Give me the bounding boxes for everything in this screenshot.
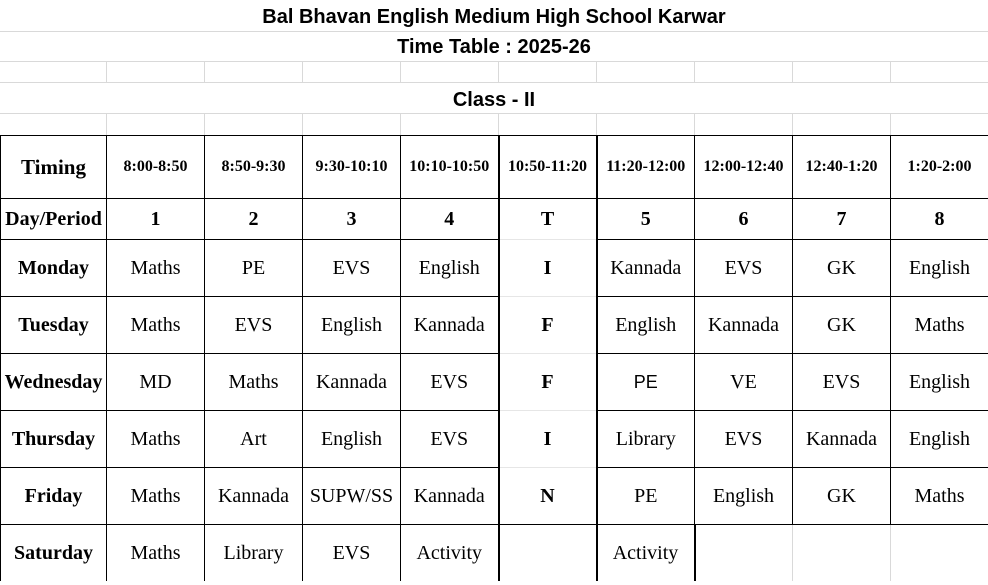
subject-cell: EVS: [793, 354, 891, 411]
period-cell-break: T: [499, 199, 597, 240]
empty-cell: [695, 525, 793, 582]
subject-cell: Maths: [891, 297, 988, 354]
subject-cell: English: [891, 411, 988, 468]
timing-cell: 8:50-9:30: [205, 136, 303, 199]
subject-cell: SUPW/SS: [303, 468, 401, 525]
table-row: [1, 240, 988, 297]
subject-cell: Maths: [107, 525, 205, 582]
subject-cell: Maths: [107, 468, 205, 525]
period-cell: 2: [205, 199, 303, 240]
subject-cell: English: [303, 297, 401, 354]
table-row: [1, 468, 988, 525]
subject-cell: EVS: [303, 525, 401, 582]
class-title: Class - II: [452, 89, 536, 111]
day-label: Tuesday: [1, 297, 107, 354]
timing-row: [1, 136, 988, 199]
break-letter: N: [499, 468, 597, 525]
timing-cell: 11:20-12:00: [597, 136, 695, 199]
subject-cell: Kannada: [303, 354, 401, 411]
table-row: [1, 411, 988, 468]
subject-cell: English: [891, 240, 988, 297]
timing-cell: 8:00-8:50: [107, 136, 205, 199]
subject-cell: Maths: [107, 411, 205, 468]
timing-cell: 10:50-11:20: [499, 136, 597, 199]
day-label: Wednesday: [1, 354, 107, 411]
subject-cell: Maths: [205, 354, 303, 411]
subject-cell: Maths: [107, 297, 205, 354]
school-title: Bal Bhavan English Medium High School Karwar: [262, 6, 726, 28]
subject-cell: Kannada: [205, 468, 303, 525]
subject-cell: Kannada: [793, 411, 891, 468]
subject-cell: EVS: [401, 354, 499, 411]
subject-cell: PE: [597, 468, 695, 525]
break-letter: I: [499, 240, 597, 297]
timing-cell: 12:40-1:20: [793, 136, 891, 199]
subject-cell: English: [597, 297, 695, 354]
day-label: Thursday: [1, 411, 107, 468]
break-letter: I: [499, 411, 597, 468]
timetable-grid: [0, 135, 988, 581]
day-label: Friday: [1, 468, 107, 525]
table-row: [1, 525, 988, 582]
period-cell: 7: [793, 199, 891, 240]
timing-cell: 9:30-10:10: [303, 136, 401, 199]
period-cell: 1: [107, 199, 205, 240]
period-cell: 3: [303, 199, 401, 240]
break-letter: F: [499, 354, 597, 411]
period-cell: 8: [891, 199, 988, 240]
timing-cell: 1:20-2:00: [891, 136, 988, 199]
subject-cell: Activity: [401, 525, 499, 582]
subject-cell: EVS: [695, 411, 793, 468]
empty-cell: [891, 525, 988, 582]
table-row: [1, 354, 988, 411]
table-row: [1, 297, 988, 354]
timing-cell: 12:00-12:40: [695, 136, 793, 199]
subject-cell: English: [695, 468, 793, 525]
subject-cell: GK: [793, 468, 891, 525]
subject-cell: English: [303, 411, 401, 468]
subject-cell: Kannada: [695, 297, 793, 354]
subject-cell: Kannada: [597, 240, 695, 297]
subject-cell: Art: [205, 411, 303, 468]
subject-cell: English: [401, 240, 499, 297]
day-label: Saturday: [1, 525, 107, 582]
subject-cell: Kannada: [401, 297, 499, 354]
subject-cell: Maths: [107, 240, 205, 297]
subject-cell: Maths: [891, 468, 988, 525]
timing-label: Timing: [1, 136, 107, 199]
break-letter: F: [499, 297, 597, 354]
period-row: [1, 199, 988, 240]
subject-cell: VE: [695, 354, 793, 411]
period-cell: 4: [401, 199, 499, 240]
subject-cell: EVS: [401, 411, 499, 468]
subject-cell: Library: [205, 525, 303, 582]
timetable-title: Time Table : 2025-26: [397, 36, 591, 58]
subject-cell: MD: [107, 354, 205, 411]
timing-cell: 10:10-10:50: [401, 136, 499, 199]
subject-cell: GK: [793, 240, 891, 297]
subject-cell: EVS: [303, 240, 401, 297]
subject-cell: Library: [597, 411, 695, 468]
period-cell: 5: [597, 199, 695, 240]
subject-cell: PE: [597, 354, 695, 411]
period-cell: 6: [695, 199, 793, 240]
empty-cell: [793, 525, 891, 582]
period-label: Day/Period: [1, 199, 107, 240]
subject-cell: Kannada: [401, 468, 499, 525]
subject-cell: English: [891, 354, 988, 411]
subject-cell: Activity: [597, 525, 695, 582]
subject-cell: PE: [205, 240, 303, 297]
subject-cell: EVS: [205, 297, 303, 354]
break-letter: [499, 525, 597, 582]
subject-cell: EVS: [695, 240, 793, 297]
day-label: Monday: [1, 240, 107, 297]
subject-cell: GK: [793, 297, 891, 354]
